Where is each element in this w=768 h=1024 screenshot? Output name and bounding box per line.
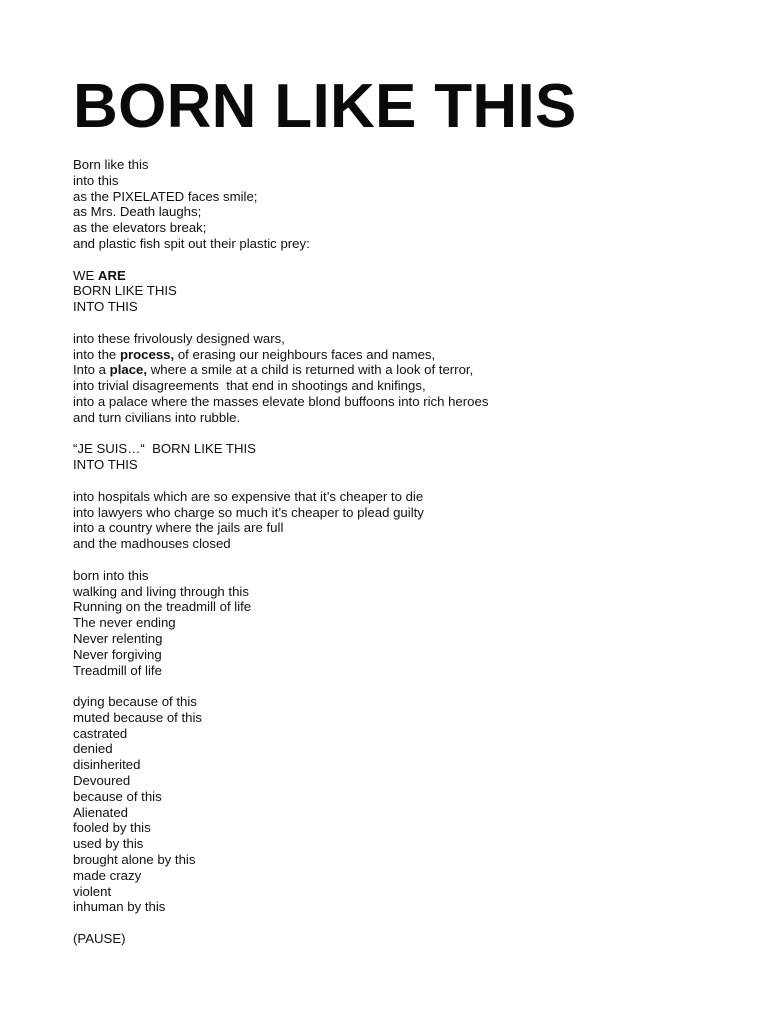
poem-line xyxy=(73,520,733,536)
poem-line xyxy=(73,568,733,584)
line-text: disinherited xyxy=(73,757,141,773)
line-text: violent xyxy=(73,883,112,899)
poem-line xyxy=(73,868,733,884)
poem-line xyxy=(73,710,733,726)
line-text: INTO THIS xyxy=(73,299,138,315)
line-text: Alienated xyxy=(73,804,128,820)
line-text: Never forgiving xyxy=(73,646,162,662)
line-text: Running on the treadmill of life xyxy=(73,599,252,615)
line-text: walking and living through this xyxy=(73,583,249,599)
line-text: denied xyxy=(73,741,113,757)
line-text: Treadmill of life xyxy=(73,662,162,678)
line-text: and the madhouses closed xyxy=(73,536,231,552)
line-text: BORN LIKE THIS xyxy=(73,283,177,299)
line-text: and plastic fish spit out their plastic prey: xyxy=(73,235,310,251)
line-text: Never relenting xyxy=(73,630,163,646)
line-text: muted because of this xyxy=(73,709,203,725)
line-text: into a palace where the masses elevate blond buffoons into rich heroes xyxy=(73,393,489,409)
poem-line xyxy=(73,615,733,631)
line-text: where a smile at a child is returned with a look of terror, xyxy=(147,362,474,378)
poem-stanza xyxy=(73,157,733,252)
poem-stanza xyxy=(73,268,733,315)
poem-stanza xyxy=(73,331,733,426)
line-text: Born like this xyxy=(73,157,149,172)
line-text: into the xyxy=(73,346,120,362)
line-text: as the PIXELATED faces smile; xyxy=(73,188,258,204)
emphasized-text: ARE xyxy=(97,267,126,283)
poem-line xyxy=(73,647,733,663)
line-text: born into this xyxy=(73,567,149,583)
emphasized-text: place, xyxy=(109,362,148,378)
poem-body xyxy=(73,157,733,963)
poem-line xyxy=(73,394,733,410)
poem-line xyxy=(73,268,733,284)
line-text: inhuman by this xyxy=(73,899,166,915)
poem-stanza xyxy=(73,694,733,915)
line-text: because of this xyxy=(73,788,162,804)
line-text: dying because of this xyxy=(73,694,197,710)
poem-stanza xyxy=(73,441,733,473)
poem-line xyxy=(73,457,733,473)
line-text: The never ending xyxy=(73,615,176,631)
poem-line xyxy=(73,741,733,757)
poem-line xyxy=(73,220,733,236)
poem-line xyxy=(73,836,733,852)
poem-line xyxy=(73,773,733,789)
poem-line xyxy=(73,505,733,521)
line-text: into trivial disagreements that end in shootings and knifings, xyxy=(73,378,426,394)
poem-line xyxy=(73,631,733,647)
poem-stanza xyxy=(73,489,733,552)
line-text: WE xyxy=(73,267,98,283)
poem-line xyxy=(73,204,733,220)
line-text: “JE SUIS…“ BORN LIKE THIS xyxy=(73,441,256,457)
line-text: into hospitals which are so expensive that it’s cheaper to die xyxy=(73,488,424,504)
poem-line xyxy=(73,599,733,615)
document-title: BORN LIKE THIS xyxy=(73,72,577,141)
poem-line xyxy=(73,362,733,378)
poem-stanza xyxy=(73,568,733,679)
poem-line xyxy=(73,805,733,821)
poem-line xyxy=(73,489,733,505)
poem-line xyxy=(73,694,733,710)
line-text: Into a xyxy=(73,362,110,378)
line-text: into a country where the jails are full xyxy=(73,520,284,536)
poem-line xyxy=(73,441,733,457)
poem-line xyxy=(73,820,733,836)
line-text: into this xyxy=(73,172,119,188)
poem-stanza xyxy=(73,931,733,947)
line-text: castrated xyxy=(73,725,128,741)
poem-line xyxy=(73,189,733,205)
poem-line xyxy=(73,378,733,394)
poem-line xyxy=(73,899,733,915)
poem-line xyxy=(73,584,733,600)
poem-line xyxy=(73,789,733,805)
poem-line xyxy=(73,757,733,773)
line-text: Devoured xyxy=(73,773,131,789)
line-text: INTO THIS xyxy=(73,457,138,473)
line-text: used by this xyxy=(73,836,144,852)
line-text: as the elevators break; xyxy=(73,220,207,236)
poem-line xyxy=(73,283,733,299)
emphasized-text: process, xyxy=(119,346,175,362)
poem-line xyxy=(73,663,733,679)
line-text: made crazy xyxy=(73,867,142,883)
poem-line xyxy=(73,931,733,947)
line-text: fooled by this xyxy=(73,820,151,836)
poem-line xyxy=(73,347,733,363)
line-text: brought alone by this xyxy=(73,852,196,868)
poem-line xyxy=(73,852,733,868)
line-text: into these frivolously designed wars, xyxy=(73,330,285,346)
poem-line xyxy=(73,173,733,189)
poem-line xyxy=(73,884,733,900)
poem-line xyxy=(73,157,733,173)
line-text: of erasing our neighbours faces and names, xyxy=(174,346,436,362)
poem-line xyxy=(73,726,733,742)
line-text: and turn civilians into rubble. xyxy=(73,409,241,425)
line-text: as Mrs. Death laughs; xyxy=(73,204,202,220)
poem-line xyxy=(73,536,733,552)
line-text: (PAUSE) xyxy=(73,931,126,947)
poem-line xyxy=(73,331,733,347)
line-text: into lawyers who charge so much it’s cheaper to plead guilty xyxy=(73,504,424,520)
poem-line xyxy=(73,410,733,426)
poem-line xyxy=(73,236,733,252)
poem-line xyxy=(73,299,733,315)
